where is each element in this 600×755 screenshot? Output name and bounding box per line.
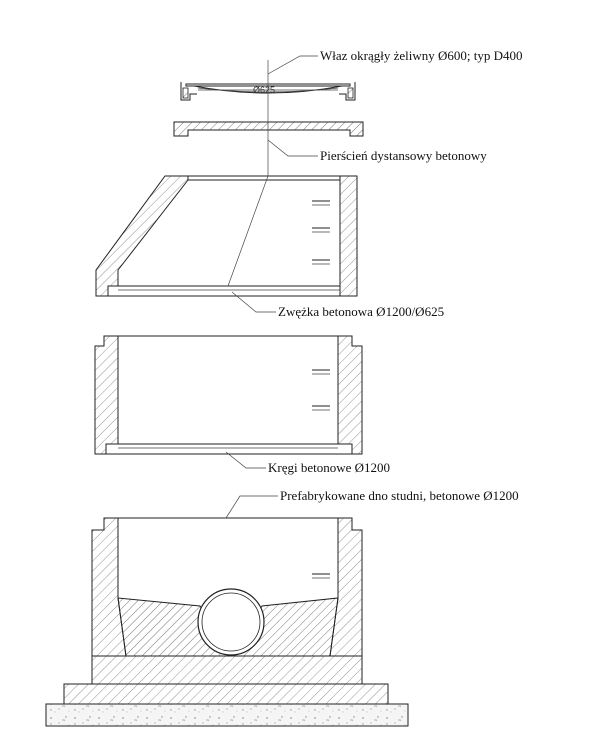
concrete-cone <box>96 176 357 296</box>
concrete-rings <box>95 336 362 454</box>
precast-base <box>46 518 408 726</box>
label-base: Prefabrykowane dno studni, betonowe Ø1200 <box>280 488 519 503</box>
spacer-ring <box>174 122 363 136</box>
label-manhole-cover: Właz okrągły żeliwny Ø600; typ D400 <box>320 48 523 63</box>
label-spacer-ring: Pierścień dystansowy betonowy <box>320 148 487 163</box>
label-rings: Kręgi betonowe Ø1200 <box>268 460 391 475</box>
cover-diameter-label: Ø625 <box>253 85 276 95</box>
label-cone: Zwężka betonowa Ø1200/Ø625 <box>278 304 445 319</box>
